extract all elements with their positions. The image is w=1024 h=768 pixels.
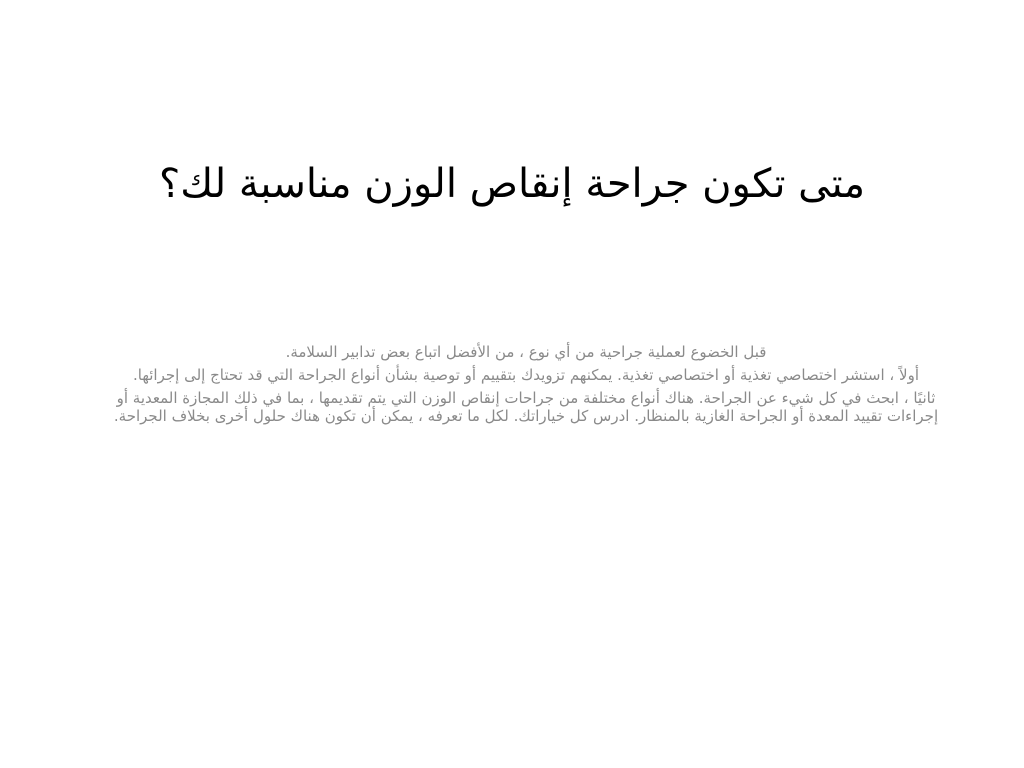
body-paragraph-1: قبل الخضوع لعملية جراحية من أي نوع ، من الأفضل اتباع بعض تدابير السلامة. xyxy=(285,343,767,361)
body-paragraph-3: ثانيًا ، ابحث في كل شيء عن الجراحة. هناك أنواع مختلفة من جراحات إنقاص الوزن التي يتم تقديمها ، بما في ذلك المجازة المعدية أو إجراءات تقييد المعدة أو الجراحة الغازية بالمنظار. ادرس كل خياراتك. لكل ما تعرفه ، يمكن أن تكون هناك حلول أخرى بخلاف الجراحة. xyxy=(113,389,939,425)
slide-title: متى تكون جراحة إنقاص الوزن مناسبة لك؟ xyxy=(159,161,865,207)
body-paragraph-2: أولاً ، استشر اختصاصي تغذية أو اختصاصي تغذية. يمكنهم تزويدك بتقييم أو توصية بشأن أنواع الجراحة التي قد تحتاج إلى إجرائها. xyxy=(133,366,919,384)
slide-body xyxy=(110,343,942,430)
